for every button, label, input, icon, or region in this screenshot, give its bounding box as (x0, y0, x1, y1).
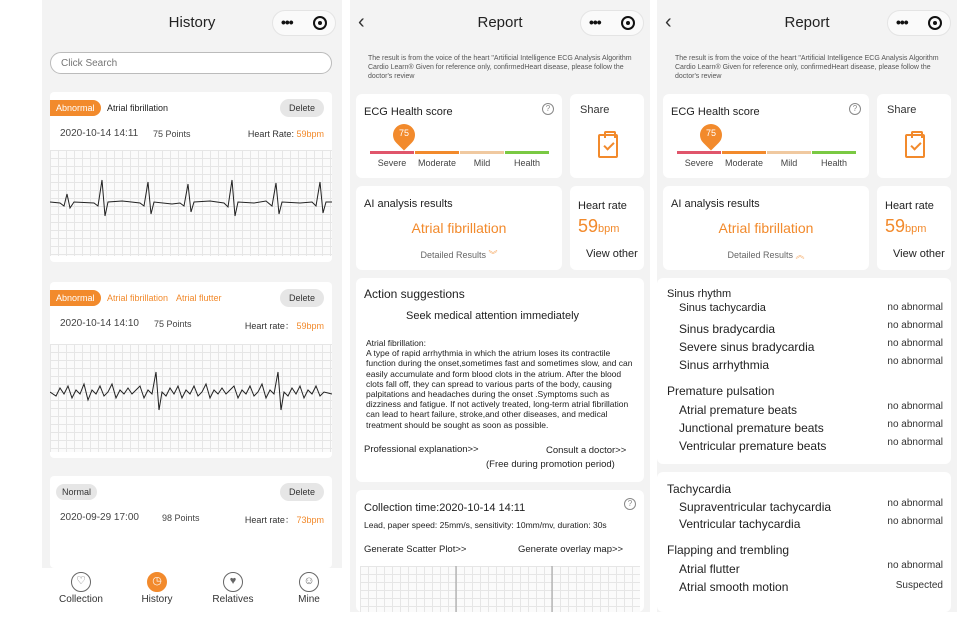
view-other-link[interactable]: View other (893, 248, 945, 260)
score-value: 75 (398, 128, 409, 138)
chevron-down-icon: ︾ (488, 250, 498, 260)
result-value: no abnormal (887, 320, 943, 331)
scale-label: Health (820, 158, 847, 168)
health-score-card (356, 94, 562, 178)
record-points: 75 Points (153, 129, 191, 139)
consult-doctor-link[interactable]: Consult a doctor>> (546, 445, 627, 456)
view-other-link[interactable]: View other (586, 248, 638, 260)
detail-results-card (657, 278, 951, 464)
mini-program-capsule[interactable] (580, 10, 644, 36)
action-suggestions-card (356, 278, 644, 482)
delete-button[interactable]: Delete (280, 289, 324, 307)
scale-label: Health (513, 158, 540, 168)
clock-icon: ◷ (147, 572, 167, 592)
free-promotion-note: (Free during promotion period) (486, 459, 615, 470)
ai-analysis-card (663, 186, 869, 270)
report-header (350, 0, 650, 46)
result-item: Ventricular premature beats (679, 439, 827, 453)
heart-rate-card (877, 186, 951, 270)
history-record[interactable] (50, 92, 332, 262)
more-icon[interactable]: ••• (896, 14, 908, 30)
result-item: Severe sinus bradycardia (679, 340, 815, 354)
result-item: Atrial flutter (679, 562, 740, 576)
record-date: 2020-10-14 14:10 (60, 318, 139, 329)
heart-rate-card (570, 186, 644, 270)
ecg-strip-markers (360, 566, 640, 612)
group-title: Flapping and trembling (667, 543, 790, 557)
result-item: Atrial smooth motion (679, 580, 789, 594)
record-heart-rate: Heart rate： 73bpm (244, 515, 324, 525)
delete-button[interactable]: Delete (280, 483, 324, 501)
tab-history[interactable]: ◷ History (122, 572, 192, 605)
result-value: no abnormal (887, 560, 943, 571)
person-icon: ☺ (299, 572, 319, 592)
disclaimer-note: The result is from the voice of the heart "Artificial Intelligence ECG Analysis Algorithm Cardio Learn® Given for reference only, confirmedHeart disease, please follow the doctor's review (675, 55, 939, 80)
share-label: Share (580, 104, 610, 116)
bottom-tab-bar (42, 568, 342, 612)
scale-label: Moderate (724, 158, 764, 168)
health-score-title: ECG Health score (671, 106, 760, 118)
result-item: Junctional premature beats (679, 421, 824, 435)
disclaimer-note: The result is from the voice of the heart "Artificial Intelligence ECG Analysis Algorithm Cardio Learn® Given for reference only, confirmedHeart disease, please follow the doctor's review (368, 55, 632, 80)
heart-rate-title: Heart rate (885, 200, 934, 212)
ai-analysis-title: AI analysis results (671, 198, 760, 210)
back-icon[interactable]: ‹ (358, 11, 365, 33)
tab-collection[interactable]: ♡ Collection (46, 572, 116, 605)
history-screen (42, 0, 342, 612)
delete-button[interactable]: Delete (280, 99, 324, 117)
result-item: Atrial premature beats (679, 403, 798, 417)
collection-time: Collection time:2020-10-14 14:11 (364, 502, 526, 514)
share-label: Share (887, 104, 917, 116)
scatter-plot-link[interactable]: Generate Scatter Plot>> (364, 544, 467, 555)
record-heart-rate: Heart rate： 59bpm (244, 321, 324, 331)
scale-mild-bar (460, 151, 504, 154)
clipboard-check-icon[interactable] (905, 134, 925, 158)
collection-params: Lead, paper speed: 25mm/s, sensitivity: 10mm/mv, duration: 30s (364, 520, 607, 530)
action-body: Atrial fibrillation: A type of rapid arrhythmia in which the atrium loses its contractile function during the onset,sometimes fast and sometimes slow, and can easily accumulate and form blood clots in the atrium. After the blood clots fall off, they can spread to various parts of the body, causing palpitations and headaches during the onset .Symptoms such as dizziness and fatigue. If not actively treated, long-term atrial fibrillation can lead to heart failure, stroke,and other diseases, and medical treatment should be sought as soon as possible. (366, 338, 633, 430)
scale-label: Mild (780, 158, 798, 168)
record-points: 98 Points (162, 513, 200, 523)
result-item: Supraventricular tachycardia (679, 500, 832, 514)
clipboard-check-icon[interactable] (598, 134, 618, 158)
history-record[interactable] (50, 282, 332, 458)
record-date: 2020-10-14 14:11 (60, 128, 139, 139)
action-title: Action suggestions (364, 287, 465, 301)
scale-label: Moderate (417, 158, 457, 168)
ai-analysis-card (356, 186, 562, 270)
scale-health-bar (812, 151, 856, 154)
scale-mild-bar (767, 151, 811, 154)
ecg-waveform (50, 150, 332, 256)
chevron-up-icon: ︽ (795, 250, 805, 260)
scale-severe-bar (370, 151, 414, 154)
result-item: Ventricular tachycardia (679, 517, 801, 531)
group-title: Tachycardia (667, 482, 732, 496)
scale-health-bar (505, 151, 549, 154)
close-circle-icon[interactable] (313, 16, 327, 30)
heart-pulse-icon: ♡ (71, 572, 91, 592)
detailed-results-link[interactable]: Detailed Results ︽ (727, 250, 805, 260)
close-circle-icon[interactable] (621, 16, 635, 30)
status-badge: Normal (56, 484, 97, 500)
record-tag: Atrial flutter (176, 293, 222, 303)
tab-mine[interactable]: ☺ Mine (274, 572, 342, 605)
health-score-card (663, 94, 869, 178)
record-tag: Atrial fibrillation (107, 103, 169, 113)
professional-explanation-link[interactable]: Professional explanation>> (364, 444, 479, 455)
tab-relatives[interactable]: ♥ Relatives (198, 572, 268, 605)
search-input[interactable] (50, 52, 332, 74)
more-icon[interactable]: ••• (589, 14, 601, 30)
scale-label: Severe (377, 158, 407, 168)
urgent-advice: Seek medical attention immediately (406, 310, 580, 322)
share-card[interactable] (877, 94, 951, 178)
result-value: no abnormal (887, 401, 943, 412)
record-tag: Atrial fibrillation (107, 293, 169, 303)
status-badge: Abnormal (50, 100, 101, 116)
result-value: no abnormal (887, 356, 943, 367)
result-value: no abnormal (887, 498, 943, 509)
ai-analysis-title: AI analysis results (364, 198, 453, 210)
report-detail-screen (657, 0, 957, 612)
report-header (657, 0, 957, 46)
ecg-strip (360, 566, 640, 612)
result-value: no abnormal (887, 338, 943, 349)
heart-rate-value: 59bpm (578, 216, 620, 236)
ecg-thumbnail (50, 150, 332, 256)
result-value: Suspected (895, 580, 943, 591)
scale-severe-bar (677, 151, 721, 154)
record-heart-rate: Heart Rate: 59bpm (247, 129, 324, 139)
page-title: History (168, 14, 216, 31)
close-circle-icon[interactable] (928, 16, 942, 30)
result-item: Sinus bradycardia (679, 322, 776, 336)
score-value: 75 (705, 128, 716, 138)
page-title: Report (784, 14, 830, 31)
mini-program-capsule[interactable] (887, 10, 951, 36)
ecg-waveform (50, 344, 332, 452)
ai-result: Atrial fibrillation (411, 220, 507, 236)
detail-results-card (657, 472, 951, 612)
status-badge: Abnormal (50, 290, 101, 306)
page-title: Report (477, 14, 523, 31)
heart-rate-title: Heart rate (578, 200, 627, 212)
result-item: Sinus arrhythmia (679, 358, 770, 372)
health-score-title: ECG Health score (364, 106, 453, 118)
history-record[interactable] (50, 476, 332, 568)
share-card[interactable] (570, 94, 644, 178)
overlay-map-link[interactable]: Generate overlay map>> (518, 544, 624, 555)
heart-icon: ♥ (223, 572, 243, 592)
ai-result: Atrial fibrillation (718, 220, 814, 236)
ecg-thumbnail (50, 344, 332, 452)
mini-program-capsule[interactable] (272, 10, 336, 36)
record-points: 75 Points (154, 319, 192, 329)
help-icon[interactable]: ? (624, 498, 636, 510)
scale-moderate-bar (415, 151, 459, 154)
group-title: Sinus rhythm (667, 288, 732, 300)
heart-rate-value: 59bpm (885, 216, 927, 236)
help-icon[interactable]: ? (542, 103, 554, 115)
result-item: Sinus tachycardia (679, 302, 766, 314)
back-icon[interactable]: ‹ (665, 11, 672, 33)
scale-label: Severe (684, 158, 714, 168)
result-value: no abnormal (887, 516, 943, 527)
group-title: Premature pulsation (667, 384, 775, 398)
report-screen (350, 0, 650, 612)
collection-card (356, 490, 644, 612)
result-value: no abnormal (887, 302, 943, 313)
more-icon[interactable]: ••• (281, 14, 293, 30)
scale-moderate-bar (722, 151, 766, 154)
result-value: no abnormal (887, 437, 943, 448)
result-value: no abnormal (887, 419, 943, 430)
help-icon[interactable]: ? (849, 103, 861, 115)
scale-label: Mild (473, 158, 491, 168)
detailed-results-link[interactable]: Detailed Results ︾ (420, 250, 498, 260)
history-header (42, 0, 342, 46)
record-date: 2020-09-29 17:00 (60, 512, 139, 523)
